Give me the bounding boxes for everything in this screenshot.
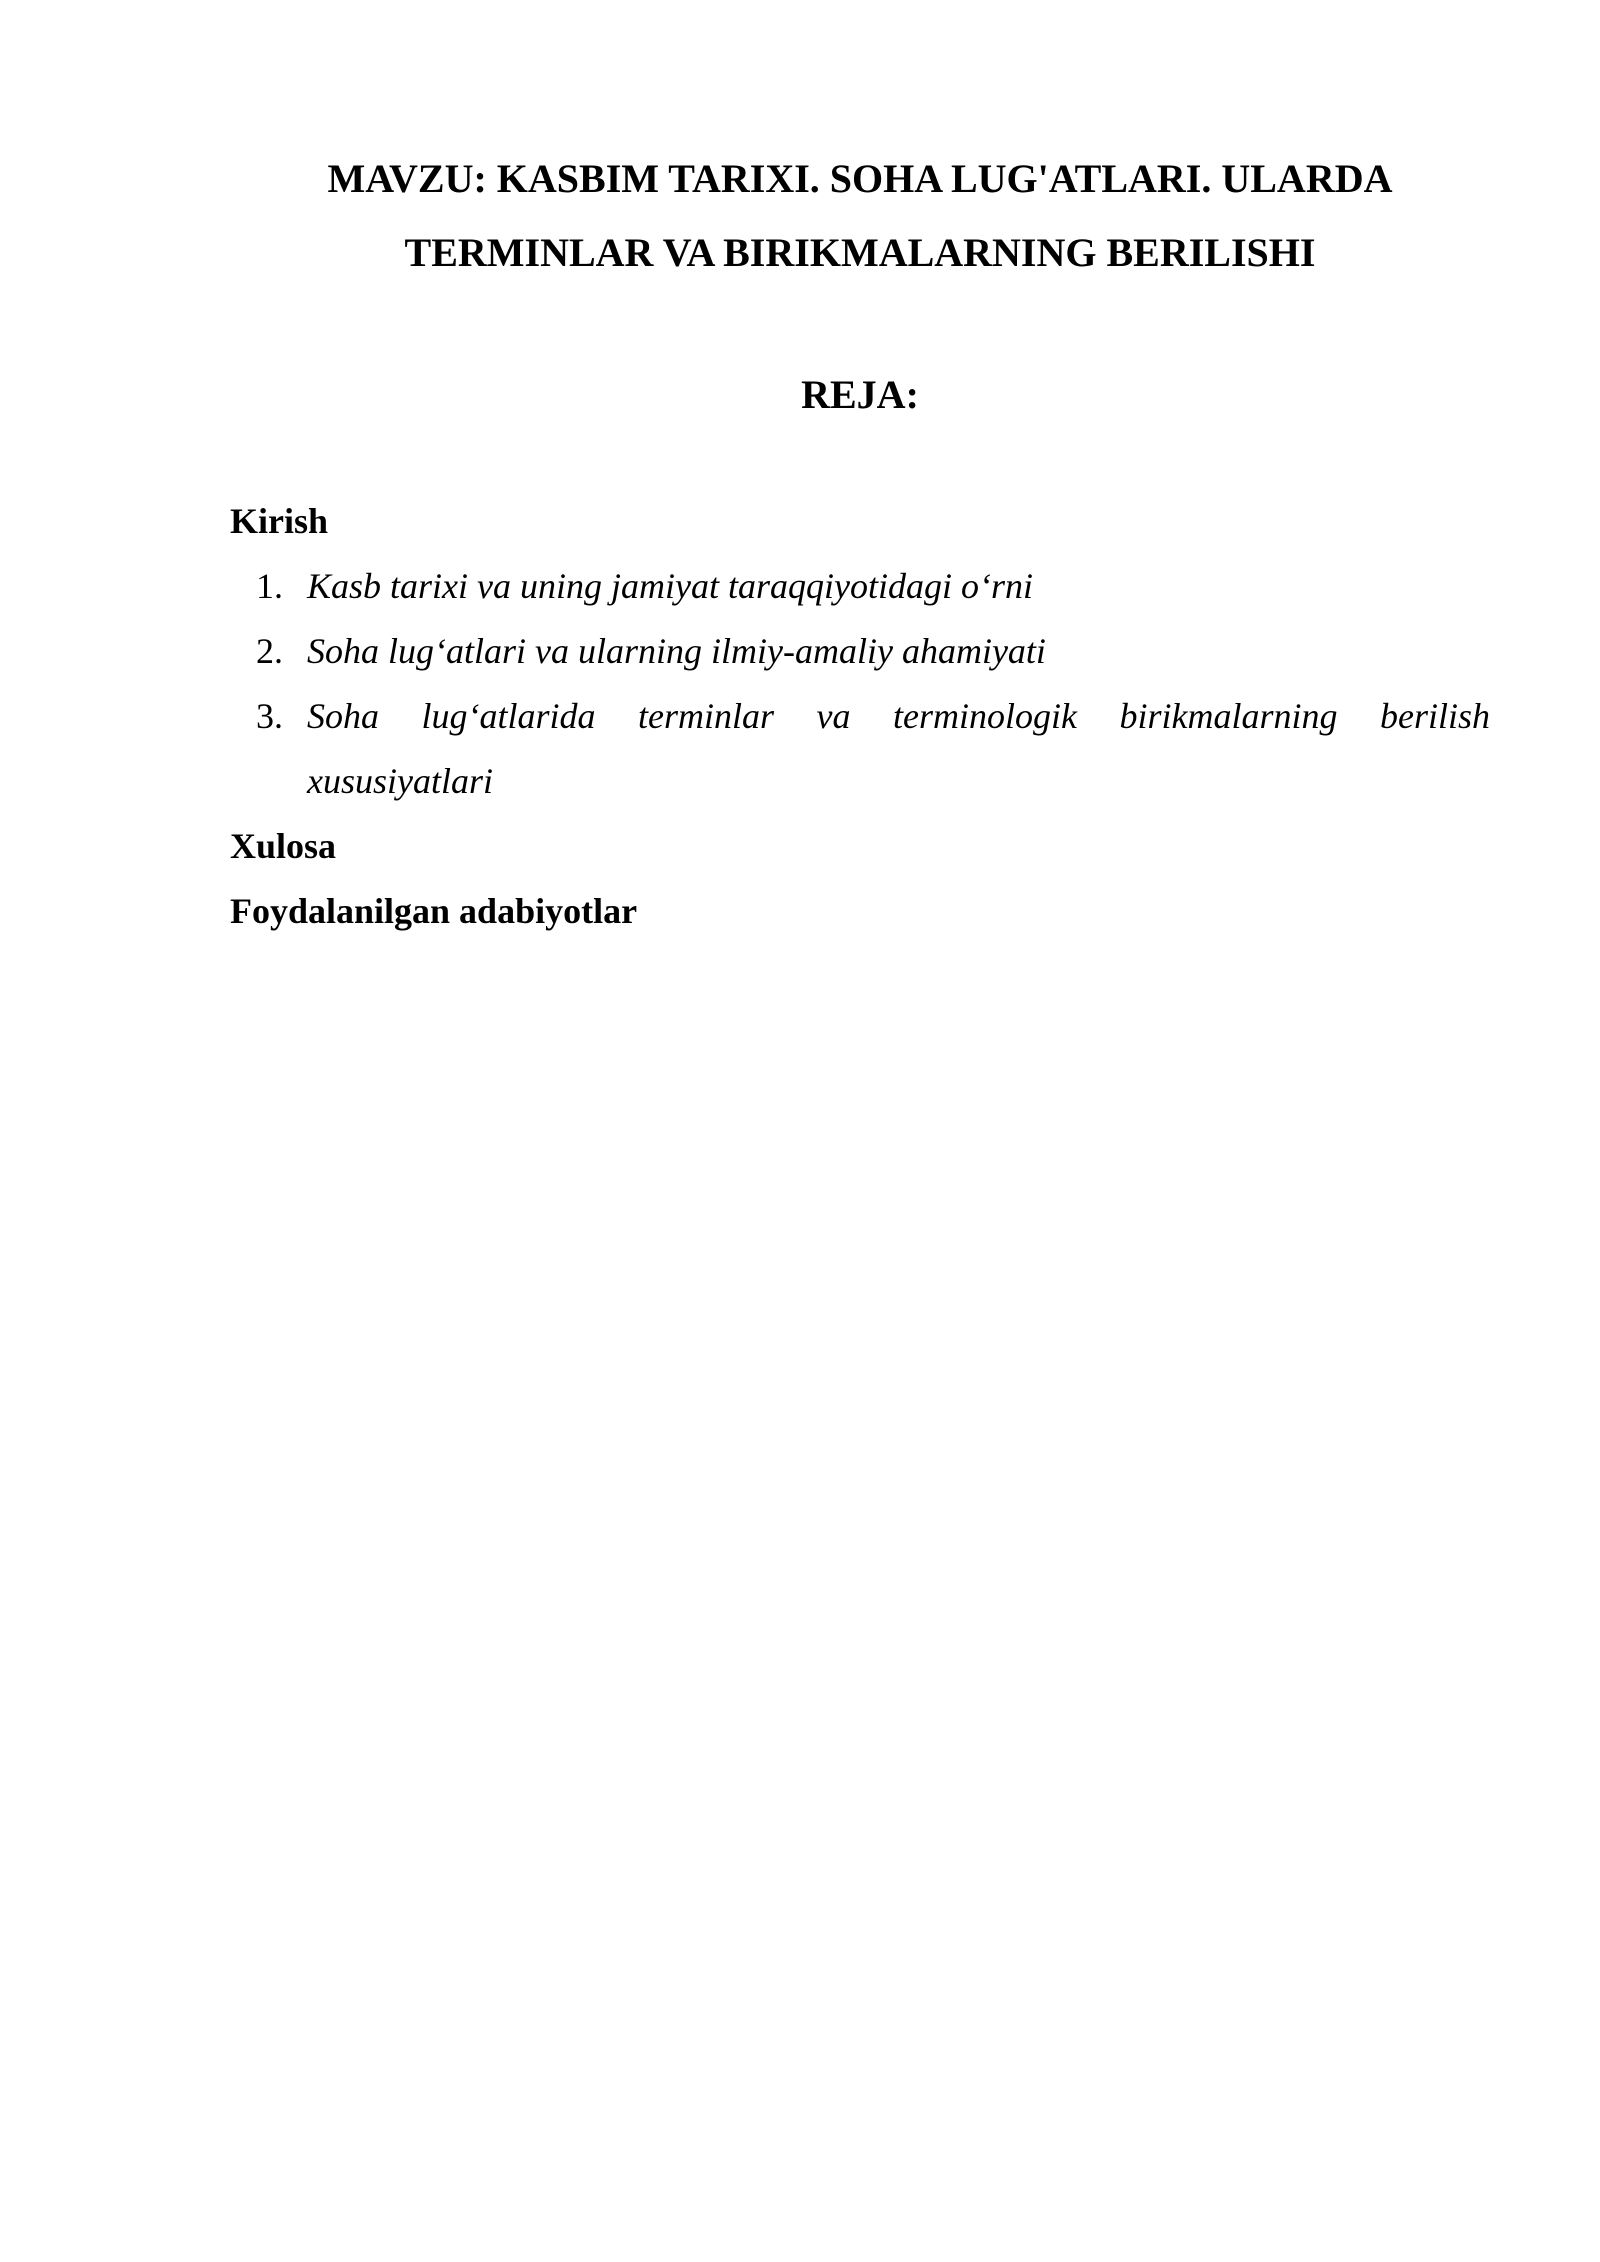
- plan-item-3: [230, 684, 1490, 814]
- plan-item-2: [230, 619, 1490, 684]
- plan-item-1-number: 1.: [256, 566, 283, 606]
- plan-list: [230, 554, 1490, 814]
- plan-heading: REJA:: [801, 372, 919, 417]
- intro-heading: Kirish: [230, 501, 329, 541]
- conclusion-heading: Xulosa: [230, 826, 337, 866]
- title-line-1: MAVZU: KASBIM TARIXI. SOHA LUG'ATLARI. ULARDA: [327, 156, 1393, 201]
- plan-item-3-text-line-1: Soha lug‘atlarida terminlar va terminologik birikmalarning berilish: [307, 696, 1490, 736]
- references-heading: Foydalanilgan adabiyotlar: [230, 891, 638, 931]
- plan-item-1-text: Kasb tarixi va uning jamiyat taraqqiyotidagi o‘rni: [307, 566, 1033, 606]
- plan-item-2-text: Soha lug‘atlari va ularning ilmiy-amaliy ahamiyati: [307, 631, 1046, 671]
- plan-item-3-number: 3.: [256, 696, 283, 736]
- title-line-2: TERMINLAR VA BIRIKMALARNING BERILISHI: [404, 230, 1316, 275]
- plan-outline: [230, 489, 1490, 944]
- plan-item-1: [230, 554, 1490, 619]
- plan-item-3-text-line-2: xususiyatlari: [307, 761, 493, 801]
- document-title: [230, 142, 1490, 290]
- plan-item-2-number: 2.: [256, 631, 283, 671]
